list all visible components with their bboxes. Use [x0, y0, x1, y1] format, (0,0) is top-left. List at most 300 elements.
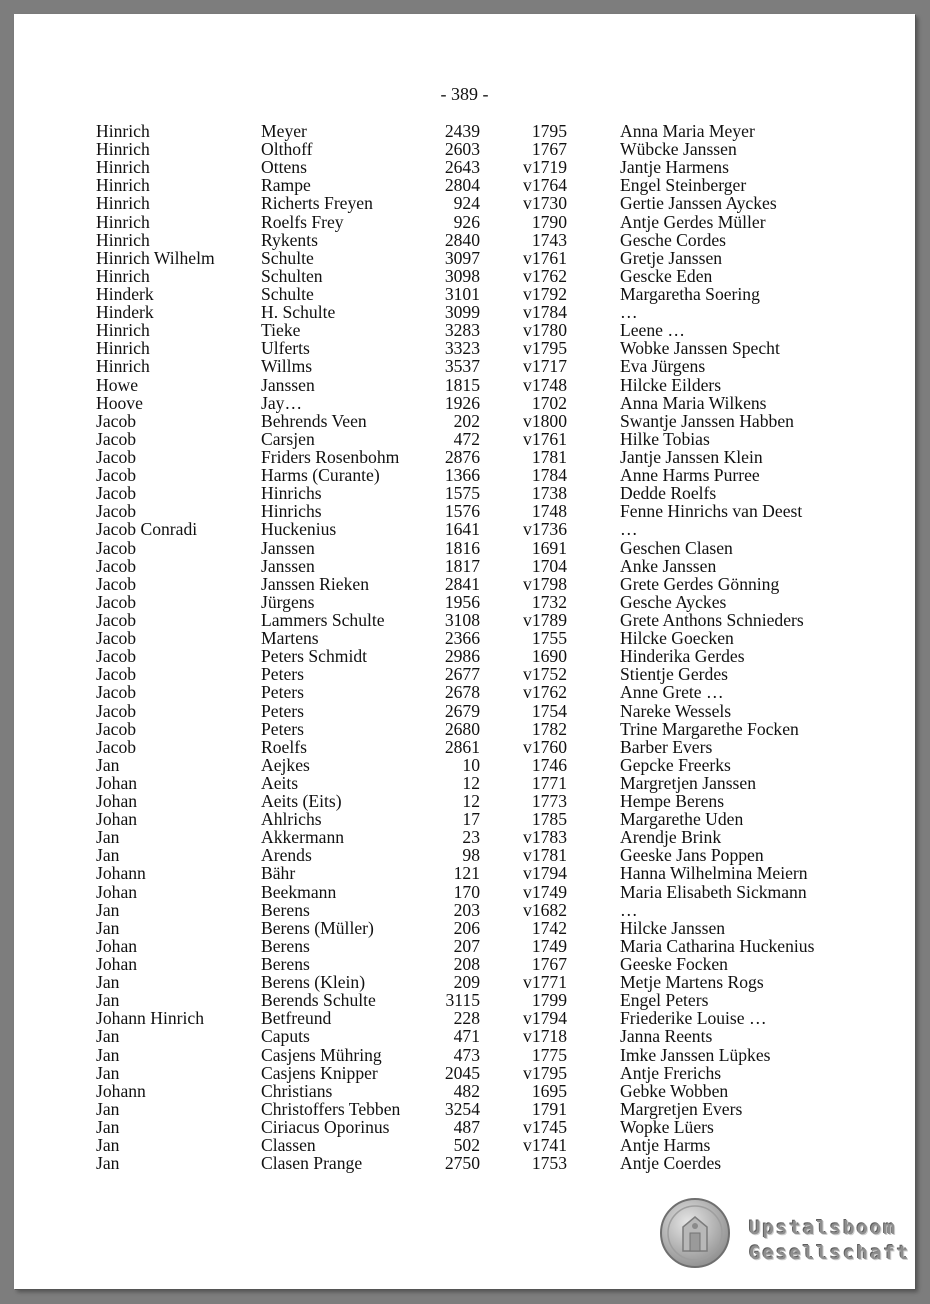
first-name: Hinrich: [96, 229, 150, 250]
table-row: [14, 122, 915, 140]
table-row: [14, 864, 915, 882]
record-number: 2876: [444, 446, 480, 467]
first-name: Jacob: [96, 628, 137, 649]
table-row: [14, 158, 915, 176]
year: v1798: [523, 573, 567, 594]
document-page: [14, 14, 915, 1289]
first-name: Hinrich: [96, 157, 150, 178]
surname: Janssen: [261, 374, 315, 395]
year: 1791: [531, 1098, 567, 1119]
table-row: [14, 683, 915, 701]
first-name: Jacob: [96, 465, 137, 486]
year: v1718: [523, 1026, 567, 1047]
first-name: Jan: [96, 899, 120, 920]
first-name: Hinrich: [96, 356, 150, 377]
table-row: [14, 176, 915, 194]
spouse-name: Wopke Lüers: [620, 1117, 714, 1138]
first-name: Hinrich: [96, 320, 150, 341]
record-number: 1575: [444, 483, 480, 504]
publisher-logo: [659, 1197, 909, 1277]
first-name: Jacob: [96, 483, 137, 504]
logo-text-line-1: Upstalsboom: [749, 1217, 897, 1239]
first-name: Hinrich: [96, 139, 150, 160]
surname: Olthoff: [261, 139, 313, 160]
record-number: 206: [453, 917, 480, 938]
record-number: 2603: [444, 139, 480, 160]
first-name: Johan: [96, 935, 138, 956]
surname: Lammers Schulte: [261, 609, 385, 630]
surname: Berens: [261, 954, 310, 975]
surname: Peters: [261, 664, 304, 685]
spouse-name: Antje Frerichs: [620, 1062, 722, 1083]
spouse-name: Gepcke Freerks: [620, 754, 731, 775]
first-name: Jan: [96, 1044, 120, 1065]
spouse-name: Grete Gerdes Gönning: [620, 573, 780, 594]
spouse-name: Anne Grete …: [620, 682, 724, 703]
year: v1784: [523, 302, 567, 323]
year: v1741: [523, 1135, 567, 1156]
surname: Berens: [261, 935, 310, 956]
table-row: [14, 376, 915, 394]
record-number: 2804: [444, 175, 480, 196]
first-name: Jacob: [96, 700, 137, 721]
year: v1783: [523, 827, 567, 848]
spouse-name: Maria Catharina Huckenius: [620, 935, 815, 956]
spouse-name: Gretje Janssen: [620, 247, 723, 268]
first-name: Johan: [96, 809, 138, 830]
record-number: 3115: [445, 990, 480, 1011]
record-number: 207: [453, 935, 480, 956]
year: 1767: [531, 139, 567, 160]
first-name: Jacob: [96, 537, 137, 558]
table-row: [14, 557, 915, 575]
first-name: Jacob: [96, 682, 137, 703]
surname: Harms (Curante): [261, 465, 380, 486]
record-number: 202: [453, 410, 480, 431]
record-number: 2045: [444, 1062, 480, 1083]
spouse-name: Engel Steinberger: [620, 175, 747, 196]
surname: Berends Schulte: [261, 990, 376, 1011]
first-name: Jan: [96, 917, 120, 938]
first-name: Jan: [96, 1153, 120, 1174]
record-number: 3254: [444, 1098, 480, 1119]
table-row: [14, 810, 915, 828]
first-name: Hinrich: [96, 211, 150, 232]
first-name: Jan: [96, 845, 120, 866]
year: 1738: [531, 483, 567, 504]
record-number: 3323: [444, 338, 480, 359]
surname: Peters Schmidt: [261, 646, 368, 667]
year: v1719: [523, 157, 567, 178]
year: v1761: [523, 247, 567, 268]
year: v1800: [523, 410, 567, 431]
surname: Christians: [261, 1080, 333, 1101]
spouse-name: Arendje Brink: [620, 827, 722, 848]
first-name: Jan: [96, 1098, 120, 1119]
first-name: Hinrich: [96, 265, 150, 286]
table-row: [14, 520, 915, 538]
spouse-name: Anne Harms Purree: [620, 465, 760, 486]
first-name: Johan: [96, 772, 138, 793]
record-number: 121: [453, 863, 480, 884]
year: v1762: [523, 682, 567, 703]
year: 1691: [531, 537, 567, 558]
record-number: 1816: [444, 537, 480, 558]
spouse-name: Barber Evers: [620, 736, 713, 757]
year: 1784: [531, 465, 567, 486]
year: 1704: [531, 555, 567, 576]
surname: Caputs: [261, 1026, 310, 1047]
record-number: 1815: [444, 374, 480, 395]
record-number: 482: [453, 1080, 480, 1101]
spouse-name: Dedde Roelfs: [620, 483, 717, 504]
table-row: [14, 846, 915, 864]
spouse-name: Gertie Janssen Ayckes: [620, 193, 777, 214]
year: v1795: [523, 338, 567, 359]
table-row: [14, 575, 915, 593]
first-name: Hinderk: [96, 302, 154, 323]
surname: Classen: [261, 1135, 316, 1156]
first-name: Hinrich: [96, 338, 150, 359]
first-name: Jan: [96, 827, 120, 848]
surname: Martens: [261, 628, 319, 649]
genealogy-table: [14, 122, 915, 1172]
surname: Roelfs Frey: [261, 211, 344, 232]
table-row: [14, 339, 915, 357]
record-number: 3101: [444, 283, 480, 304]
table-row: [14, 1100, 915, 1118]
year: 1743: [531, 229, 567, 250]
surname: Casjens Mühring: [261, 1044, 382, 1065]
year: v1736: [523, 519, 567, 540]
first-name: Jacob: [96, 428, 137, 449]
spouse-name: Antje Coerdes: [620, 1153, 722, 1174]
surname: Aejkes: [261, 754, 310, 775]
record-number: 502: [453, 1135, 480, 1156]
table-row: [14, 1118, 915, 1136]
spouse-name: Nareke Wessels: [620, 700, 732, 721]
year: 1749: [531, 935, 567, 956]
record-number: 2679: [444, 700, 480, 721]
spouse-name: Margaretha Soering: [620, 283, 760, 304]
spouse-name: Geeske Jans Poppen: [620, 845, 764, 866]
table-row: [14, 231, 915, 249]
record-number: 203: [453, 899, 480, 920]
surname: Bähr: [261, 863, 296, 884]
table-row: [14, 774, 915, 792]
year: v1717: [523, 356, 567, 377]
record-number: 1817: [444, 555, 480, 576]
table-row: [14, 720, 915, 738]
spouse-name: Gescke Eden: [620, 265, 713, 286]
surname: Betfreund: [261, 1008, 332, 1029]
first-name: Johann: [96, 1080, 146, 1101]
surname: Janssen: [261, 537, 315, 558]
table-row: [14, 412, 915, 430]
surname: Berens (Müller): [261, 917, 374, 938]
table-row: [14, 357, 915, 375]
year: v1749: [523, 881, 567, 902]
table-row: [14, 267, 915, 285]
first-name: Hinderk: [96, 283, 154, 304]
first-name: Jacob: [96, 646, 137, 667]
year: 1773: [531, 791, 567, 812]
record-number: 10: [462, 754, 480, 775]
spouse-name: Janna Reents: [620, 1026, 713, 1047]
spouse-name: Maria Elisabeth Sickmann: [620, 881, 807, 902]
table-row: [14, 321, 915, 339]
first-name: Jan: [96, 1062, 120, 1083]
year: 1742: [531, 917, 567, 938]
year: v1781: [523, 845, 567, 866]
table-row: [14, 194, 915, 212]
first-name: Jacob: [96, 573, 137, 594]
year: 1690: [531, 646, 567, 667]
first-name: Hinrich: [96, 175, 150, 196]
first-name: Jacob: [96, 410, 137, 431]
year: 1785: [531, 809, 567, 830]
table-row: [14, 1046, 915, 1064]
spouse-name: Stientje Gerdes: [620, 664, 728, 685]
surname: Schulten: [261, 265, 323, 286]
spouse-name: …: [620, 302, 638, 323]
year: 1799: [531, 990, 567, 1011]
record-number: 1641: [444, 519, 480, 540]
record-number: 473: [453, 1044, 480, 1065]
year: v1752: [523, 664, 567, 685]
spouse-name: Gesche Cordes: [620, 229, 727, 250]
spouse-name: Geeske Focken: [620, 954, 728, 975]
year: v1761: [523, 428, 567, 449]
surname: Peters: [261, 700, 304, 721]
surname: Ottens: [261, 157, 307, 178]
first-name: Jacob: [96, 446, 137, 467]
first-name: Howe: [96, 374, 139, 395]
surname: Ahlrichs: [261, 809, 322, 830]
first-name: Hinrich Wilhelm: [96, 247, 215, 268]
surname: Beekmann: [261, 881, 337, 902]
surname: Berens (Klein): [261, 972, 366, 993]
surname: Peters: [261, 718, 304, 739]
first-name: Johann: [96, 863, 146, 884]
table-row: [14, 883, 915, 901]
spouse-name: Friederike Louise …: [620, 1008, 767, 1029]
spouse-name: Margretjen Janssen: [620, 772, 756, 793]
record-number: 2643: [444, 157, 480, 178]
table-row: [14, 249, 915, 267]
seal-icon: [659, 1197, 731, 1269]
table-row: [14, 955, 915, 973]
table-row: [14, 756, 915, 774]
surname: Akkermann: [261, 827, 345, 848]
surname: Casjens Knipper: [261, 1062, 378, 1083]
first-name: Jan: [96, 990, 120, 1011]
table-row: [14, 394, 915, 412]
table-row: [14, 502, 915, 520]
record-number: 98: [462, 845, 480, 866]
year: v1780: [523, 320, 567, 341]
first-name: Hoove: [96, 392, 143, 413]
spouse-name: Metje Martens Rogs: [620, 972, 764, 993]
first-name: Jan: [96, 1135, 120, 1156]
table-row: [14, 792, 915, 810]
spouse-name: Margretjen Evers: [620, 1098, 743, 1119]
year: v1794: [523, 1008, 567, 1029]
surname: Tieke: [261, 320, 301, 341]
year: v1795: [523, 1062, 567, 1083]
spouse-name: Margarethe Uden: [620, 809, 744, 830]
record-number: 170: [453, 881, 480, 902]
table-row: [14, 702, 915, 720]
spouse-name: Leene …: [620, 320, 685, 341]
spouse-name: Antje Gerdes Müller: [620, 211, 766, 232]
record-number: 2678: [444, 682, 480, 703]
spouse-name: Gesche Ayckes: [620, 591, 727, 612]
year: v1748: [523, 374, 567, 395]
table-row: [14, 919, 915, 937]
record-number: 1576: [444, 501, 480, 522]
year: v1789: [523, 609, 567, 630]
record-number: 1366: [444, 465, 480, 486]
record-number: 487: [453, 1117, 480, 1138]
surname: Behrends Veen: [261, 410, 367, 431]
spouse-name: Hilcke Goecken: [620, 628, 734, 649]
year: v1764: [523, 175, 567, 196]
table-row: [14, 484, 915, 502]
record-number: 2861: [444, 736, 480, 757]
spouse-name: …: [620, 899, 638, 920]
first-name: Hinrich: [96, 193, 150, 214]
record-number: 228: [453, 1008, 480, 1029]
surname: Schulte: [261, 247, 314, 268]
surname: Jay…: [261, 392, 303, 413]
surname: Huckenius: [261, 519, 337, 540]
year: 1753: [531, 1153, 567, 1174]
surname: Jürgens: [261, 591, 315, 612]
record-number: 23: [462, 827, 480, 848]
first-name: Jacob: [96, 664, 137, 685]
spouse-name: Jantje Janssen Klein: [620, 446, 763, 467]
record-number: 472: [453, 428, 480, 449]
first-name: Jacob: [96, 591, 137, 612]
year: 1732: [531, 591, 567, 612]
first-name: Jan: [96, 1026, 120, 1047]
year: 1746: [531, 754, 567, 775]
table-row: [14, 1027, 915, 1045]
first-name: Hinrich: [96, 121, 150, 141]
year: 1695: [531, 1080, 567, 1101]
first-name: Jacob: [96, 736, 137, 757]
record-number: 2840: [444, 229, 480, 250]
surname: Rampe: [261, 175, 311, 196]
year: v1745: [523, 1117, 567, 1138]
table-row: [14, 1154, 915, 1172]
first-name: Johan: [96, 881, 138, 902]
year: 1754: [531, 700, 567, 721]
spouse-name: Jantje Harmens: [620, 157, 729, 178]
surname: Aeits: [261, 772, 299, 793]
table-row: [14, 1136, 915, 1154]
first-name: Jacob: [96, 501, 137, 522]
record-number: 3099: [444, 302, 480, 323]
table-row: [14, 665, 915, 683]
table-row: [14, 828, 915, 846]
first-name: Jacob: [96, 555, 137, 576]
spouse-name: Hilcke Eilders: [620, 374, 722, 395]
table-row: [14, 466, 915, 484]
surname: Ciriacus Oporinus: [261, 1117, 390, 1138]
surname: Carsjen: [261, 428, 315, 449]
year: 1775: [531, 1044, 567, 1065]
record-number: 2677: [444, 664, 480, 685]
year: 1755: [531, 628, 567, 649]
first-name: Jacob: [96, 609, 137, 630]
spouse-name: Swantje Janssen Habben: [620, 410, 794, 431]
spouse-name: Hanna Wilhelmina Meiern: [620, 863, 808, 884]
spouse-name: Hempe Berens: [620, 791, 725, 812]
table-row: [14, 1009, 915, 1027]
record-number: 17: [462, 809, 480, 830]
spouse-name: Hinderika Gerdes: [620, 646, 745, 667]
table-row: [14, 539, 915, 557]
spouse-name: Imke Janssen Lüpkes: [620, 1044, 771, 1065]
surname: H. Schulte: [261, 302, 336, 323]
spouse-name: Anna Maria Meyer: [620, 121, 755, 141]
year: 1748: [531, 501, 567, 522]
record-number: 471: [453, 1026, 480, 1047]
surname: Clasen Prange: [261, 1153, 363, 1174]
record-number: 1956: [444, 591, 480, 612]
year: 1771: [531, 772, 567, 793]
spouse-name: Eva Jürgens: [620, 356, 706, 377]
logo-text-line-2: Gesellschaft: [749, 1242, 911, 1264]
year: v1760: [523, 736, 567, 757]
table-row: [14, 937, 915, 955]
first-name: Jacob: [96, 718, 137, 739]
surname: Richerts Freyen: [261, 193, 373, 214]
table-row: [14, 901, 915, 919]
table-row: [14, 738, 915, 756]
table-row: [14, 991, 915, 1009]
record-number: 208: [453, 954, 480, 975]
record-number: 3283: [444, 320, 480, 341]
year: 1795: [531, 121, 567, 141]
spouse-name: Anke Janssen: [620, 555, 717, 576]
year: v1771: [523, 972, 567, 993]
table-row: [14, 303, 915, 321]
spouse-name: …: [620, 519, 638, 540]
record-number: 3097: [444, 247, 480, 268]
first-name: Jacob Conradi: [96, 519, 198, 540]
spouse-name: Hilke Tobias: [620, 428, 710, 449]
table-row: [14, 140, 915, 158]
spouse-name: Antje Harms: [620, 1135, 711, 1156]
record-number: 3098: [444, 265, 480, 286]
spouse-name: Trine Margarethe Focken: [620, 718, 799, 739]
surname: Janssen Rieken: [261, 573, 369, 594]
spouse-name: Engel Peters: [620, 990, 709, 1011]
spouse-name: Fenne Hinrichs van Deest: [620, 501, 803, 522]
year: v1730: [523, 193, 567, 214]
record-number: 926: [453, 211, 480, 232]
year: v1682: [523, 899, 567, 920]
record-number: 2680: [444, 718, 480, 739]
record-number: 3537: [444, 356, 480, 377]
record-number: 2439: [444, 121, 480, 141]
surname: Rykents: [261, 229, 318, 250]
first-name: Johan: [96, 954, 138, 975]
surname: Ulferts: [261, 338, 310, 359]
